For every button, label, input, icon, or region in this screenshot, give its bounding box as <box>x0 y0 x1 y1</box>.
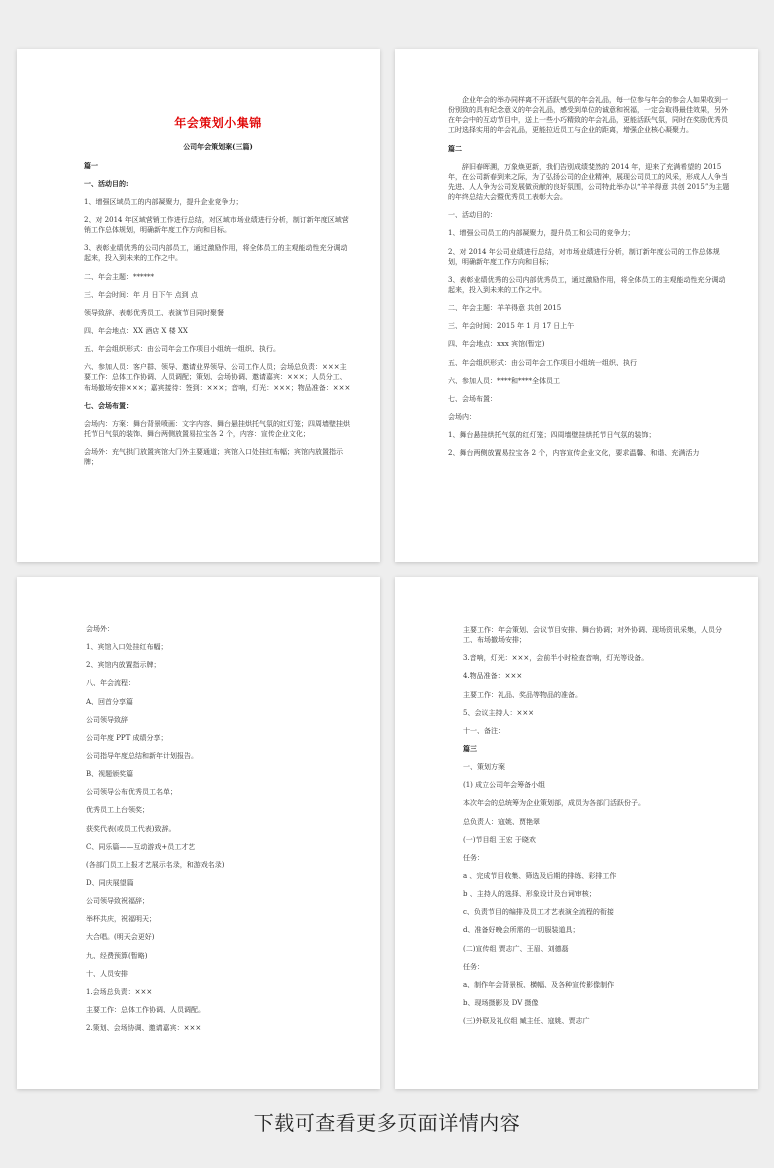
paragraph: 一、活动目的： <box>448 211 497 220</box>
paragraph: 四、年会地点：XX 酒店 X 楼 XX <box>84 326 188 335</box>
section-heading: 篇一 <box>84 160 98 170</box>
paragraph: 六、参加人员：****和****全体员工 <box>448 376 560 385</box>
paragraph: (各部门员工上报才艺展示名录，和游戏名录) <box>86 860 225 869</box>
paragraph: 五、年会组织形式：由公司年会工作项目小组统一组织、执行 <box>448 358 637 367</box>
paragraph: a 、完成节目收集、筛选及后期的排练、彩排工作 <box>463 871 617 880</box>
paragraph: d、准备好晚会所需的一切服装道具； <box>463 926 580 935</box>
page-2-text <box>448 95 730 458</box>
paragraph: 主要工作：总体工作协调、人员调配。 <box>86 1005 205 1014</box>
paragraph: 1、增强区域员工的内部凝聚力，提升企业竞争力； <box>84 197 243 206</box>
paragraph: 获奖代表(或员工代表)致辞。 <box>86 824 176 833</box>
page-3-text <box>86 624 352 1033</box>
paragraph: 公司领导致祝福辞； <box>86 897 149 906</box>
paragraph: 3、表彰业绩优秀的公司内部优秀员工，通过激励作用，将全体员工的主观能动性充分调动起来，投入到未来的工作之中。 <box>448 275 726 294</box>
document-page-2 <box>395 49 758 562</box>
section-heading: 一、活动目的: <box>84 178 129 188</box>
paragraph: 主要工作：年会策划、会议节目安排、舞台协调；对外协调、现场资讯采集，人员分工、布场撤场安排； <box>463 626 722 645</box>
paragraph: 优秀员工上台领奖； <box>86 806 149 815</box>
paragraph: 十、人员安排 <box>86 969 128 978</box>
paragraph: 3.音响，灯光：×××，会前半小时检查音响，灯光等设备。 <box>463 654 649 663</box>
paragraph: 二、年会主题：****** <box>84 272 154 281</box>
paragraph: c、负责节目的编排及员工才艺表演全流程的衔接 <box>463 908 614 917</box>
paragraph: 1、舞台悬挂烘托气氛的红灯笼；四周墙壁挂烘托节日气氛的装饰； <box>448 431 656 440</box>
paragraph: (1) 成立公司年会筹备小组 <box>463 781 546 790</box>
paragraph: 公司年度 PPT 成绩分享； <box>86 733 168 742</box>
page-1-text <box>84 161 352 468</box>
paragraph: A、回首分享篇 <box>86 697 134 706</box>
section-heading: 篇二 <box>448 143 462 153</box>
document-page-1 <box>17 49 380 562</box>
paragraph: 企业年会的举办同样离不开活跃气氛的年会礼品，每一位参与年会的参会人如果收到一份别致的具有纪念意义的年会礼品，感受到单位的诚意和祝福，一定会取得最佳效果，另外在年会中的互动节目中，送上一些小巧精致的年会礼品，更能活跃气氛，同时在奖励优秀员工时选择实用的年会礼品，更能拉近员工与企业的距离，增强企业核心凝聚力。 <box>448 96 728 135</box>
paragraph: 2、对 2014 年区域营销工作进行总结，对区域市场业绩进行分析，制订新年度区域营销工作总体规划，明确新年度工作方向和目标。 <box>84 215 349 235</box>
paragraph: 本次年会的总统筹为企业策划部，成员为各部门活跃份子。 <box>463 799 645 808</box>
paragraph: 4.物品准备：××× <box>463 672 523 681</box>
paragraph: D、同庆展望篇 <box>86 878 134 887</box>
document-page-3 <box>17 577 380 1089</box>
paragraph: 公司指导年度总结和新年计划报告。 <box>86 751 198 760</box>
document-subtitle: 公司年会策划案(三篇) <box>183 142 253 152</box>
document-title: 年会策划小集锦 <box>174 116 262 130</box>
section-heading: 七、会场布置： <box>84 400 133 410</box>
paragraph: 1.会场总负责：××× <box>86 987 153 996</box>
paragraph: 举杯共庆，祝福明天； <box>86 915 156 924</box>
paragraph: 会场内： <box>448 412 476 421</box>
paragraph: b、现场摄影及 DV 摄像 <box>463 998 539 1007</box>
paragraph: 八、年会流程： <box>86 679 135 688</box>
paragraph: 2、宾馆内放置指示牌； <box>86 661 161 670</box>
paragraph: 5、会议主持人：××× <box>463 708 535 717</box>
paragraph: 2.策划、会场协调、邀请嘉宾：××× <box>86 1024 202 1033</box>
paragraph: b 、主持人的选择、形象设计及台词审核； <box>463 890 596 899</box>
paragraph: (三)外联及礼仪组 臧主任、寇姚、贾志广 <box>463 1017 590 1026</box>
paragraph: C、同乐篇——互动游戏+员工才艺 <box>86 842 196 851</box>
paragraph: 任务： <box>463 853 484 862</box>
paragraph: 会场外： <box>86 625 114 633</box>
document-page-4 <box>395 577 758 1089</box>
paragraph: 总负责人：寇姚、贾艳翠 <box>463 817 540 826</box>
paragraph: 3、表彰业绩优秀的公司内部员工，通过激励作用，将全体员工的主观能动性充分调动起来，投入到未来的工作之中。 <box>84 244 348 263</box>
paragraph: 六、参加人员：客户群、领导、邀请业界领导、公司工作人员；会场总负责：×××主要工作：总体工作协调、人员调配；策划、会场协调、邀请嘉宾：×××；人员分工、布场撤场安排×××；嘉宾接待：签到：×××；音响，灯光：×××；物品准备：××× <box>84 363 351 392</box>
paragraph: 三、年会时间：2015 年 1 月 17 日上午 <box>448 322 575 331</box>
paragraph: B、视题颁奖篇 <box>86 770 134 779</box>
paragraph: 十一、备注： <box>463 726 505 735</box>
paragraph: a、制作年会背景板、横幅、及各种宣传影像制作 <box>463 980 615 989</box>
page-4-text <box>463 625 730 1026</box>
paragraph: 五、年会组织形式：由公司年会工作项目小组统一组织、执行。 <box>84 345 280 354</box>
paragraph: 四、年会地点：xxx 宾馆(暂定) <box>448 340 545 349</box>
paragraph: 公司领导公布优秀员工名单； <box>86 788 177 797</box>
paragraph: (二)宣传组 贾志广、王眉、刘德磊 <box>463 944 569 953</box>
paragraph: 九、经费预算(暂略) <box>86 951 148 960</box>
paragraph: 公司领导致辞 <box>86 715 128 724</box>
paragraph: 会场外：充气拱门放置宾馆大门外主要通道；宾馆入口处挂红布幅；宾馆内放置指示牌； <box>84 448 343 467</box>
paragraph: 一、策划方案 <box>463 763 505 772</box>
paragraph: (一)节目组 王宏 于晓欢 <box>463 835 536 844</box>
paragraph: 辞旧春晖溯，万象焕更新，我们告别成绩斐然的 2014 年，迎来了充满希望的 2015 年，在公司新春到来之际，为了弘扬公司的企业精神，展现公司员工的风采，形成人人争当先进、人人争为公司发展做贡献的良好氛围，公司特此举办以“羊羊得意 共创 2015”为主题的年终总结大会暨优秀员工表彰大会。 <box>448 162 730 202</box>
paragraph: 1、增强公司员工的内部凝聚力，提升员工和公司的竞争力； <box>448 229 635 238</box>
paragraph: 二、年会主题：羊羊得意 共创 2015 <box>448 304 562 313</box>
paragraph: 2、对 2014 年公司业绩进行总结，对市场业绩进行分析，制订新年度公司的工作总体规划，明确新年度工作方向和目标； <box>448 247 720 266</box>
paragraph: 大合唱。(明天会更好) <box>86 933 155 942</box>
paragraph: 2、舞台两侧放置易拉宝各 2 个，内容宣传企业文化，要求温馨、和谐、充满活力 <box>448 449 700 458</box>
paragraph: 领导致辞、表彰优秀员工、表演节目同时聚餐 <box>84 308 224 317</box>
paragraph: 三、年会时间：年 月 日下午 点到 点 <box>84 290 198 299</box>
paragraph: 1、宾馆入口处挂红布幅； <box>86 643 168 652</box>
paragraph: 任务： <box>463 962 484 971</box>
paragraph: 主要工作：礼品、奖品等物品的准备。 <box>463 690 582 699</box>
download-more-prompt[interactable]: 下载可查看更多页面详情内容 <box>253 1111 521 1135</box>
paragraph: 七、会场布置： <box>448 394 497 403</box>
section-heading: 篇三 <box>463 743 477 753</box>
paragraph: 会场内：方案：舞台背景喷画：文字内容、舞台悬挂烘托气氛的红灯笼；四周墙壁挂烘托节日气氛的装饰、舞台两侧放置易拉宝各 2 个，内容：宣传企业文化； <box>84 419 350 438</box>
